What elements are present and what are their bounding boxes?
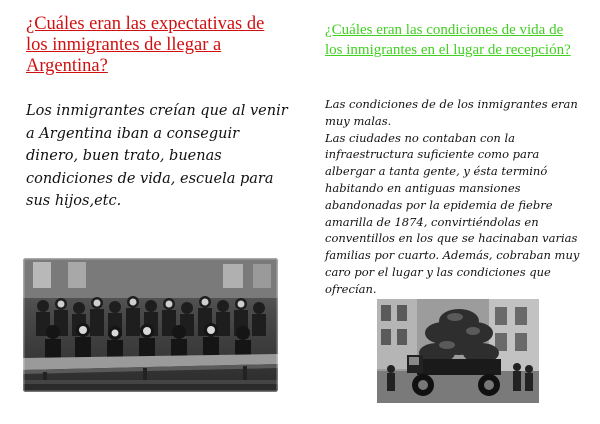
right-answer-text (325, 96, 585, 298)
immigrants-dining-hall-photo (23, 258, 278, 392)
right-answer-line2: Las ciudades no contaban con la infraestructura suficiente como para albergar a tanta gente, y ésta terminó habitando en antiguas mansiones abandonadas por la epidemia de fiebre amarilla de 1874, convirtiéndolas en conventillos en los que se hacinaban varias familias por cuarto. Además, cobraban muy caro por el lugar y las condiciones que ofrecían. (325, 130, 580, 296)
loaded-truck-photo (377, 299, 539, 403)
left-answer-text: Los inmigrantes creían que al venir a Argentina iban a conseguir dinero, buen trato, buenas condiciones de vida, escuela para sus hijos,etc. (26, 103, 288, 209)
right-question-heading: ¿Cuáles eran las condiciones de vida de los inmigrantes en el lugar de recepción? (325, 22, 571, 58)
left-question-heading: ¿Cuáles eran las expectativas de los inmigrantes de llegar a Argentina? (26, 14, 265, 76)
right-answer-line1: Las condiciones de de los inmigrantes eran muy malas. (325, 97, 578, 128)
